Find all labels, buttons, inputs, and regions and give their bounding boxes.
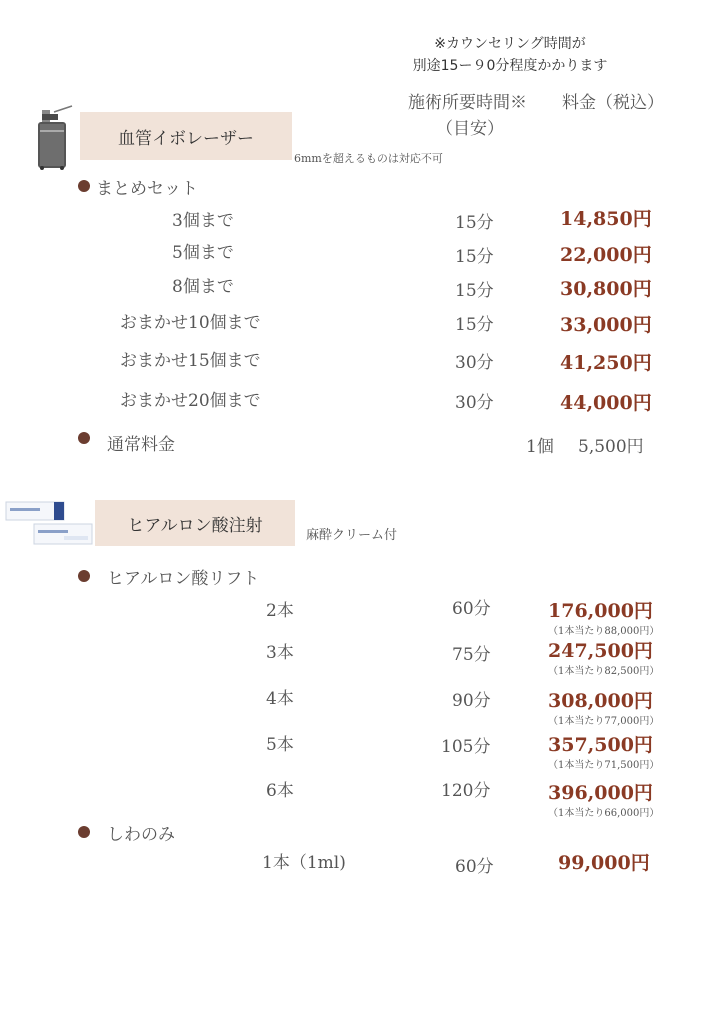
hyaluronic-row-name: 5本 [266, 735, 294, 755]
hyaluronic-row-name: 4本 [266, 689, 294, 709]
laser-row-time: 15分 [455, 315, 494, 335]
laser-row-name: おまかせ10個まで [120, 313, 261, 333]
hyaluronic-row-price: 247,500円 [548, 640, 653, 662]
regular-qty: 1個 [526, 437, 554, 457]
hyaluronic-row-unit: （1本当たり71,500円） [548, 760, 660, 771]
hyaluronic-product-image [4, 498, 96, 548]
laser-row-time: 15分 [455, 247, 494, 267]
hyaluronic-note: 麻酔クリーム付 [306, 528, 398, 543]
regular-label: 通常料金 [107, 435, 175, 455]
hyaluronic-row-time: 105分 [441, 737, 491, 757]
laser-row-name: おまかせ20個まで [120, 391, 261, 411]
laser-note: 6mmを超えるものは対応不可 [294, 152, 443, 165]
wrinkle-label: しわのみ [107, 825, 175, 845]
hyaluronic-row-price: 357,500円 [548, 734, 653, 756]
bullet [78, 432, 90, 444]
hyaluronic-section-title: ヒアルロン酸注射 [95, 500, 295, 546]
header-time: 施術所要時間※ [408, 93, 527, 113]
notice-line-1: ※カウンセリング時間が [434, 36, 586, 52]
laser-row-time: 15分 [455, 281, 494, 301]
hyaluronic-row-name: 3本 [266, 643, 294, 663]
bullet [78, 180, 90, 192]
hyaluronic-row-price: 308,000円 [548, 690, 653, 712]
hyaluronic-row-price: 176,000円 [548, 600, 653, 622]
hyaluronic-row-name: 6本 [266, 781, 294, 801]
laser-row-price: 30,800円 [560, 278, 652, 300]
laser-row-time: 30分 [455, 353, 494, 373]
wrinkle-name: 1本（1ml) [262, 853, 346, 873]
notice-line-2: 別途15ー９0分程度かかります [412, 58, 608, 74]
hyaluronic-row-name: 2本 [266, 601, 294, 621]
wrinkle-time: 60分 [455, 857, 494, 877]
hyaluronic-row-time: 60分 [452, 599, 491, 619]
regular-price: 5,500円 [578, 437, 644, 457]
laser-row-price: 33,000円 [560, 314, 652, 336]
laser-row-price: 44,000円 [560, 392, 652, 414]
bullet [78, 826, 90, 838]
hyaluronic-row-unit: （1本当たり77,000円） [548, 716, 660, 727]
laser-row-price: 14,850円 [560, 208, 652, 230]
wrinkle-price: 99,000円 [558, 852, 650, 874]
hyaluronic-row-price: 396,000円 [548, 782, 653, 804]
laser-row-name: 3個まで [172, 211, 234, 231]
hyaluronic-row-time: 120分 [441, 781, 491, 801]
lift-label: ヒアルロン酸リフト [107, 569, 260, 589]
hyaluronic-row-unit: （1本当たり88,000円） [548, 626, 660, 637]
laser-row-time: 15分 [455, 213, 494, 233]
bullet [78, 570, 90, 582]
hyaluronic-row-time: 90分 [452, 691, 491, 711]
laser-machine-image [28, 104, 78, 170]
set-label: まとめセット [96, 179, 198, 199]
laser-section-title: 血管イボレーザー [80, 112, 292, 160]
laser-row-time: 30分 [455, 393, 494, 413]
laser-row-price: 41,250円 [560, 352, 652, 374]
header-price: 料金（税込） [562, 93, 664, 113]
laser-row-name: 5個まで [172, 243, 234, 263]
hyaluronic-row-unit: （1本当たり82,500円） [548, 666, 660, 677]
hyaluronic-row-unit: （1本当たり66,000円） [548, 808, 660, 819]
laser-row-price: 22,000円 [560, 244, 652, 266]
header-time-sub: （目安） [436, 119, 504, 139]
laser-row-name: おまかせ15個まで [120, 351, 261, 371]
hyaluronic-row-time: 75分 [452, 645, 491, 665]
laser-row-name: 8個まで [172, 277, 234, 297]
